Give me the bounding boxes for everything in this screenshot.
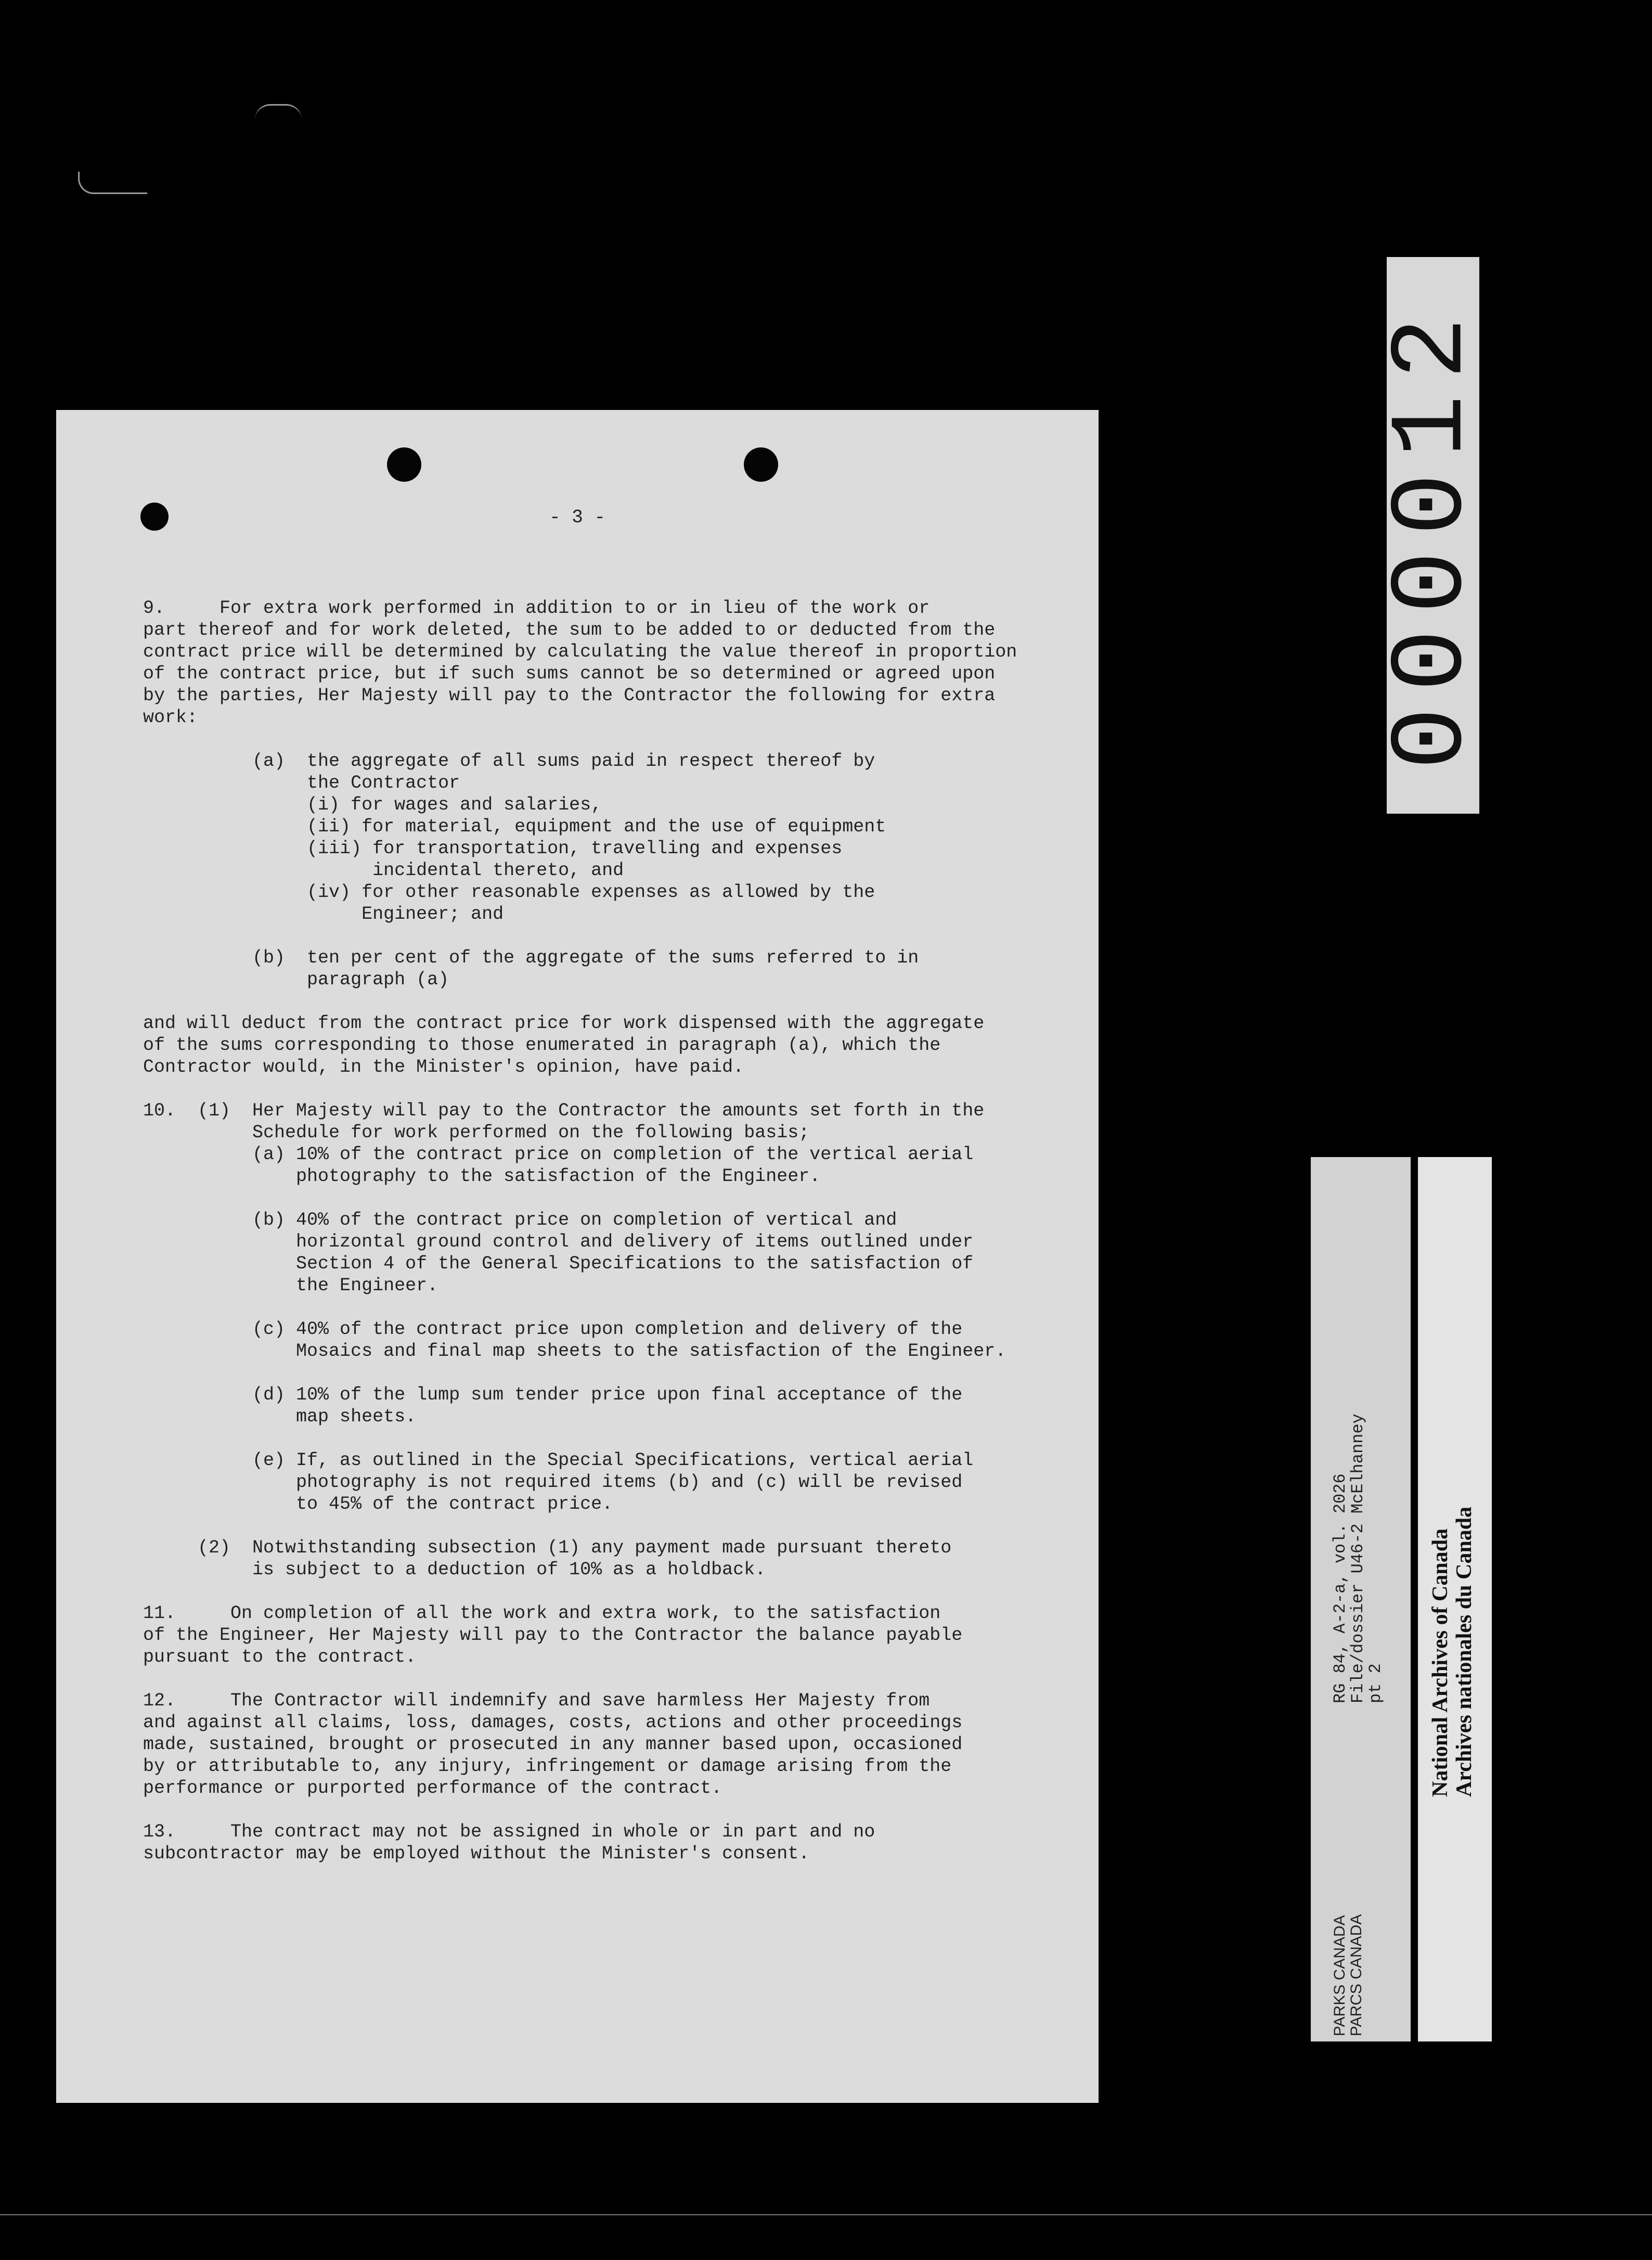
reference-line: pt 2 [1366, 1663, 1385, 1703]
scratch-mark [255, 104, 302, 121]
text-line: subcontractor may be employed without the Minister's consent. [143, 1843, 810, 1864]
text-line: map sheets. [143, 1406, 417, 1427]
file-reference [1332, 1414, 1385, 1703]
text-line: Schedule for work performed on the following basis; [143, 1122, 810, 1143]
frame-number: 000012 [1374, 301, 1492, 770]
paragraph [143, 1537, 1079, 1581]
text-line: made, sustained, brought or prosecuted in any manner based upon, occasioned [143, 1734, 963, 1755]
text-line: (iii) for transportation, travelling and expenses [143, 838, 843, 859]
paragraph [143, 1100, 1079, 1187]
paragraph [143, 750, 1079, 925]
archives-label [1418, 1157, 1492, 2041]
text-line: horizontal ground control and delivery of items outlined under [143, 1231, 974, 1252]
paragraph [143, 1384, 1079, 1428]
text-line: 12. The Contractor will indemnify and save harmless Her Majesty from [143, 1690, 930, 1711]
paragraph [143, 597, 1079, 728]
reference-line: File/dossier U46-2 McElhanney [1348, 1414, 1367, 1703]
text-line: and against all claims, loss, damages, costs, actions and other proceedings [143, 1712, 963, 1733]
paragraph [143, 1690, 1079, 1799]
text-line: incidental thereto, and [143, 860, 624, 881]
archives-line: National Archives of Canada [1428, 1528, 1452, 1797]
frame-edge-line [0, 2214, 1652, 2215]
text-line: (a) 10% of the contract price on completion of the vertical aerial [143, 1144, 974, 1165]
text-line: Contractor would, in the Minister's opinion, have paid. [143, 1057, 744, 1077]
text-line: (a) the aggregate of all sums paid in respect thereof by [143, 751, 875, 772]
paragraph [143, 947, 1079, 991]
text-line: (b) 40% of the contract price on completion of vertical and [143, 1210, 897, 1230]
text-line: of the sums corresponding to those enumerated in paragraph (a), which the [143, 1035, 941, 1056]
text-line: Mosaics and final map sheets to the satisfaction of the Engineer. [143, 1341, 1006, 1362]
agency-line: PARCS CANADA [1348, 1914, 1365, 2036]
text-line: pursuant to the contract. [143, 1647, 417, 1667]
text-line: paragraph (a) [143, 969, 449, 990]
text-line: (i) for wages and salaries, [143, 794, 602, 815]
text-line: Section 4 of the General Specifications to the satisfaction of [143, 1253, 974, 1274]
text-line: to 45% of the contract price. [143, 1494, 613, 1514]
text-line: 9. For extra work performed in addition to or in lieu of the work or [143, 598, 930, 619]
text-line: (2) Notwithstanding subsection (1) any payment made pursuant thereto [143, 1537, 952, 1558]
text-line: the Engineer. [143, 1275, 438, 1296]
agency-line: PARKS CANADA [1331, 1915, 1348, 2036]
text-line: by or attributable to, any injury, infringement or damage arising from the [143, 1756, 952, 1777]
text-line: (d) 10% of the lump sum tender price upon final acceptance of the [143, 1384, 963, 1405]
text-line: (e) If, as outlined in the Special Specifications, vertical aerial [143, 1450, 974, 1471]
reference-label [1311, 1157, 1411, 2041]
text-line: of the contract price, but if such sums cannot be so determined or agreed upon [143, 663, 996, 684]
paragraph [143, 1449, 1079, 1515]
text-line: work: [143, 707, 198, 728]
paragraph [143, 1209, 1079, 1296]
text-line: (b) ten per cent of the aggregate of the sums referred to in [143, 947, 919, 968]
text-line: photography to the satisfaction of the Engineer. [143, 1166, 821, 1187]
text-line: 10. (1) Her Majesty will pay to the Contractor the amounts set forth in the [143, 1100, 985, 1121]
text-line: (ii) for material, equipment and the use of equipment [143, 816, 886, 837]
text-line: the Contractor [143, 773, 460, 793]
archives-line: Archives nationales du Canada [1452, 1506, 1476, 1797]
text-line: 13. The contract may not be assigned in whole or in part and no [143, 1821, 875, 1842]
paragraph [143, 1602, 1079, 1668]
text-line: (iv) for other reasonable expenses as allowed by the [143, 882, 875, 903]
punch-hole [744, 447, 778, 482]
text-line: performance or purported performance of the contract. [143, 1778, 722, 1799]
text-line: by the parties, Her Majesty will pay to the Contractor the following for extra [143, 685, 996, 706]
scratch-mark [78, 172, 147, 194]
text-line: (c) 40% of the contract price upon completion and delivery of the [143, 1319, 963, 1340]
archives-name [1428, 1507, 1476, 1797]
text-line: of the Engineer, Her Majesty will pay to the Contractor the balance payable [143, 1625, 963, 1646]
reference-line: RG 84, A-2-a, vol. 2026 [1331, 1473, 1350, 1703]
text-line: contract price will be determined by calculating the value thereof in proportion [143, 641, 1017, 662]
paragraph [143, 1318, 1079, 1362]
agency-name [1332, 1915, 1365, 2037]
document-page [56, 410, 1099, 2103]
frame-number-strip [1374, 257, 1492, 814]
paragraph [143, 1821, 1079, 1865]
page-number: - 3 - [549, 507, 606, 528]
document-body [143, 597, 1079, 1886]
text-line: Engineer; and [143, 904, 504, 924]
text-line: 11. On completion of all the work and extra work, to the satisfaction [143, 1603, 941, 1624]
text-line: is subject to a deduction of 10% as a holdback. [143, 1559, 766, 1580]
text-line: part thereof and for work deleted, the sum to be added to or deducted from the [143, 620, 996, 640]
punch-hole [387, 447, 421, 482]
text-line: photography is not required items (b) and (c) will be revised [143, 1472, 963, 1493]
paragraph [143, 1012, 1079, 1078]
text-line: and will deduct from the contract price for work dispensed with the aggregate [143, 1013, 985, 1034]
